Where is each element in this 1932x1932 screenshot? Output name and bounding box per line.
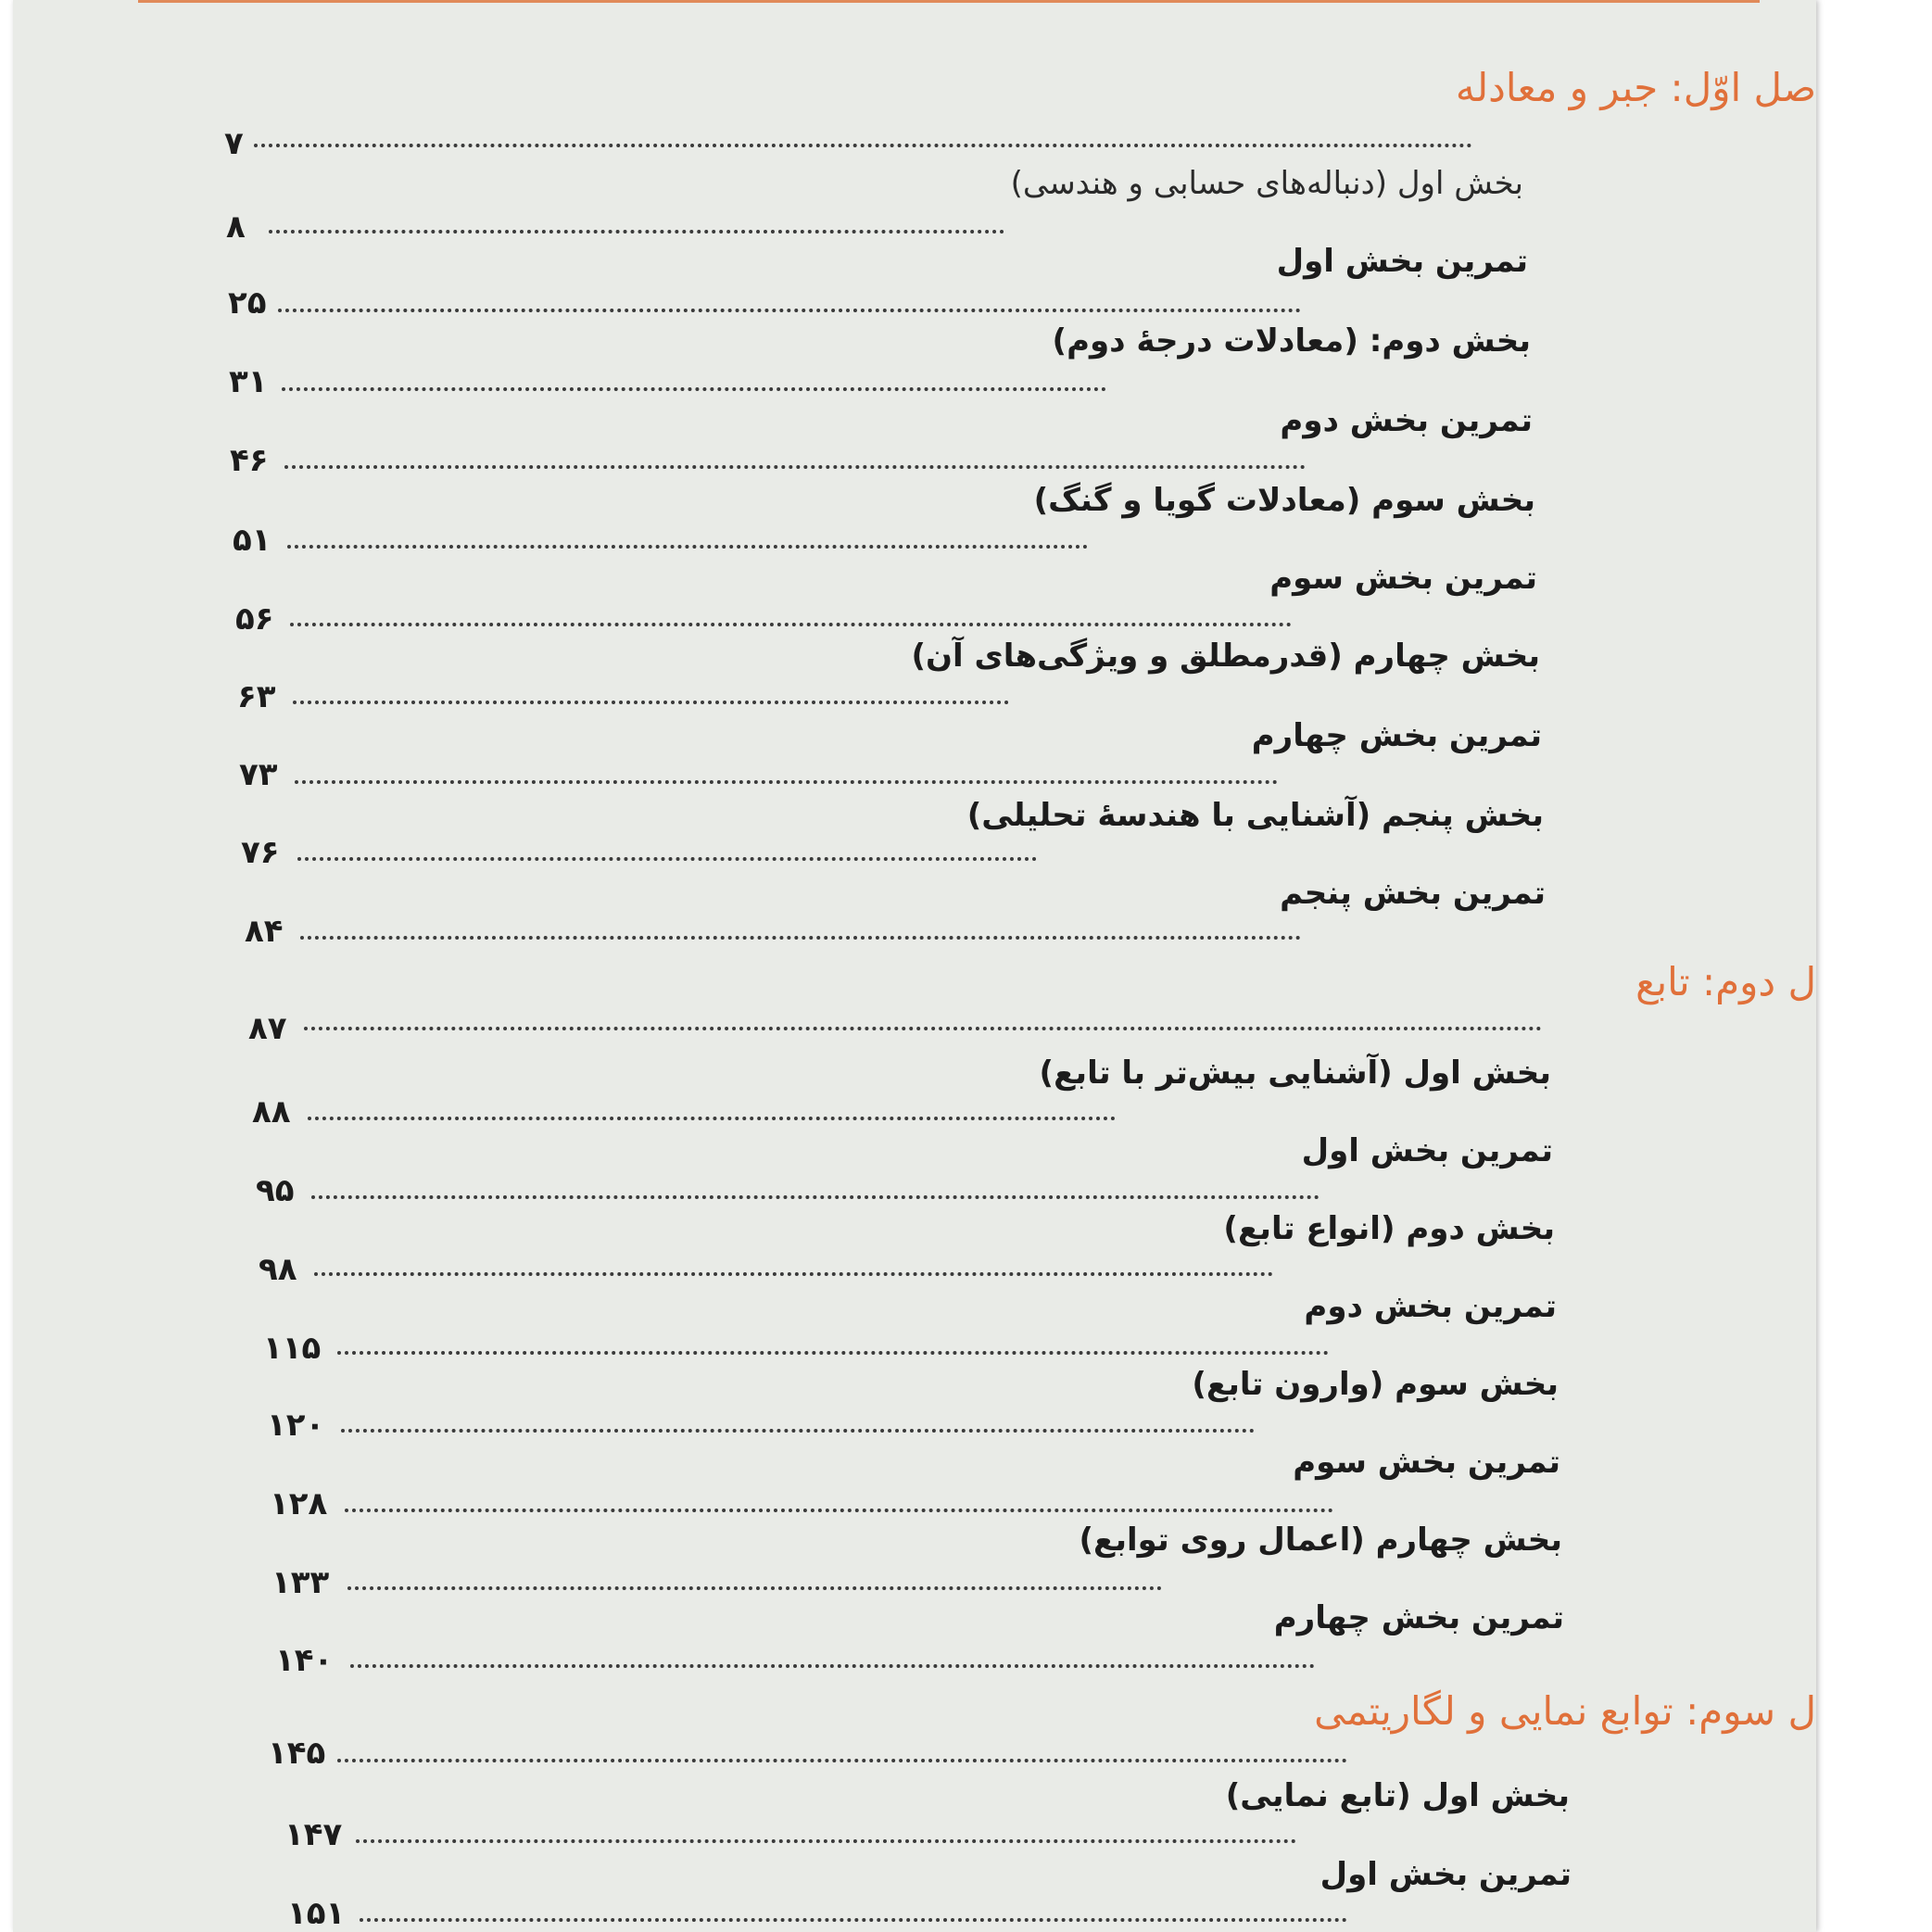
- page-number: ۸: [226, 208, 246, 246]
- section-title: بخش اول (دنباله‌های حسابی و هندسی): [1010, 165, 1523, 202]
- chapter-title: صل اوّل: جبر و معادله: [1455, 65, 1816, 110]
- chapter-title: ل دوم: تابع: [1635, 959, 1816, 1004]
- dotted-leader: [360, 1918, 1347, 1922]
- section-title: بخش اول (تابع نمایی): [1225, 1777, 1570, 1814]
- section-title: تمرین بخش پنجم: [1280, 875, 1546, 912]
- dotted-leader: [282, 387, 1106, 391]
- book-page: [13, 0, 1816, 1932]
- dotted-leader: [341, 1429, 1255, 1433]
- page-number: ۱۲۰: [267, 1407, 325, 1444]
- section-title: تمرین بخش دوم: [1304, 1288, 1557, 1325]
- page-number: ۷: [224, 125, 244, 162]
- dotted-leader: [287, 545, 1088, 549]
- page-number: ۵۱: [233, 522, 271, 559]
- dotted-leader: [337, 1351, 1329, 1355]
- dotted-leader: [350, 1664, 1315, 1668]
- page-number: ۵۶: [235, 600, 274, 638]
- chapter-title: ل سوم: توابع نمایی و لگاریتمی: [1314, 1688, 1816, 1734]
- page-number: ۱۵۱: [287, 1895, 346, 1932]
- dotted-leader: [284, 465, 1306, 469]
- page-number: ۸۴: [245, 913, 284, 950]
- dotted-leader: [347, 1586, 1162, 1590]
- page-number: ۳۱: [229, 363, 268, 400]
- section-title: تمرین بخش اول: [1276, 243, 1528, 280]
- section-title: تمرین بخش چهارم: [1273, 1599, 1564, 1636]
- dotted-leader: [356, 1839, 1296, 1843]
- page-number: ۸۷: [248, 1010, 287, 1047]
- page-number: ۱۴۷: [284, 1816, 343, 1853]
- section-title: بخش سوم (وارون تابع): [1192, 1366, 1559, 1403]
- dotted-leader: [297, 857, 1037, 861]
- table-of-contents: [13, 0, 1816, 1932]
- page-number: ۹۵: [256, 1172, 295, 1209]
- section-title: بخش چهارم (قدرمطلق و ویژگی‌های آن): [911, 638, 1540, 675]
- dotted-leader: [345, 1509, 1333, 1512]
- dotted-leader: [314, 1272, 1273, 1276]
- dotted-leader: [269, 230, 1004, 234]
- page-number: ۸۸: [252, 1093, 291, 1130]
- section-title: بخش چهارم (اعمال روی توابع): [1079, 1522, 1562, 1559]
- page-number: ۹۸: [259, 1251, 297, 1288]
- page-number: ۱۱۵: [263, 1330, 322, 1367]
- dotted-leader: [304, 1027, 1542, 1030]
- section-title: تمرین بخش اول: [1320, 1856, 1572, 1893]
- page-number: ۷۶: [241, 834, 280, 871]
- page-number: ۶۳: [237, 678, 276, 715]
- page-number: ۷۳: [239, 756, 278, 793]
- section-title: تمرین بخش سوم: [1293, 1444, 1560, 1481]
- dotted-leader: [254, 144, 1472, 147]
- dotted-leader: [308, 1117, 1116, 1120]
- section-title: تمرین بخش اول: [1301, 1132, 1553, 1169]
- page-number: ۱۳۳: [271, 1564, 330, 1601]
- dotted-leader: [290, 623, 1292, 626]
- page-number: ۴۶: [230, 442, 269, 479]
- section-title: بخش اول (آشنایی بیش‌تر با تابع): [1039, 1054, 1551, 1092]
- dotted-leader: [293, 701, 1009, 704]
- section-title: بخش سوم (معادلات گویا و گنگ): [1033, 482, 1535, 519]
- section-title: بخش پنجم (آشنایی با هندسهٔ تحلیلی): [966, 797, 1544, 834]
- section-title: تمرین بخش دوم: [1280, 402, 1533, 439]
- section-title: تمرین بخش چهارم: [1251, 717, 1542, 754]
- dotted-leader: [311, 1195, 1320, 1199]
- page-number: ۱۴۵: [268, 1735, 326, 1772]
- section-title: تمرین بخش سوم: [1269, 560, 1537, 597]
- page-number: ۱۲۸: [270, 1485, 328, 1522]
- section-title: بخش دوم (انواع تابع): [1223, 1210, 1555, 1247]
- section-title: بخش دوم: (معادلات درجهٔ دوم): [1052, 322, 1531, 360]
- page-number: ۱۴۰: [275, 1642, 334, 1679]
- dotted-leader: [300, 936, 1301, 940]
- dotted-leader: [295, 780, 1278, 784]
- dotted-leader: [278, 309, 1301, 312]
- page-number: ۲۵: [228, 284, 267, 322]
- dotted-leader: [337, 1759, 1347, 1762]
